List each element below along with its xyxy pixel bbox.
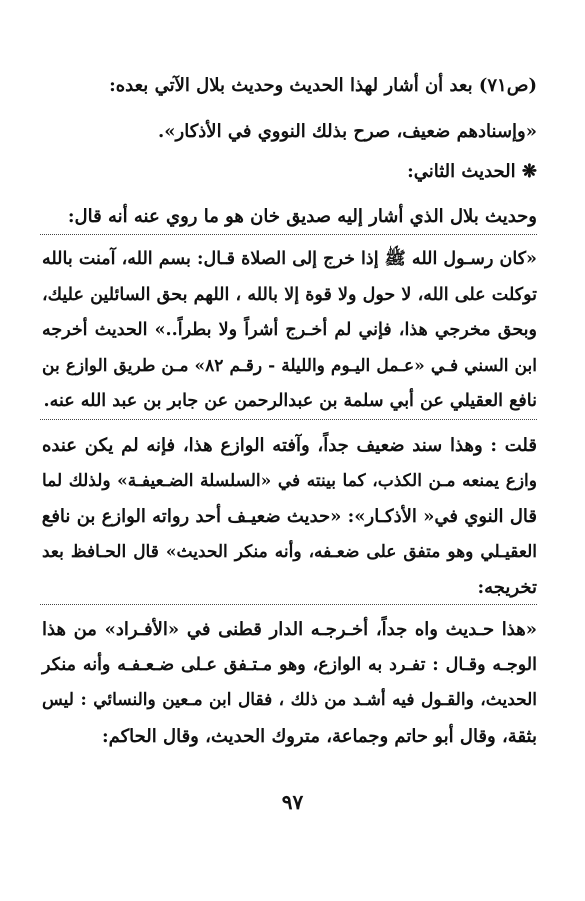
hadith-line: توكلت على الله، لا حول ولا قوة إلا بالله ، اللهم بحق السائلين عليك، [42,284,537,305]
hadith-paragraph [42,242,537,420]
hafiz-line: «هذا حـديث واه جداً، أخـرجـه الدار قطنى في «الأفـراد» من هذا [42,619,537,640]
comment-line: تخريجه: [477,577,537,598]
hadith-line: وبحق مخرجي هذا، فإني لم أخـرج أشراً ولا بطراً..» الحديث أخرجه [42,320,537,340]
quote-paragraph [42,114,537,150]
section-divider [40,604,537,605]
comment-line: العقيـلي وهو متفق على ضعـفه، وأنه منكر الحديث» قال الحـافظ بعد [42,541,537,562]
hafiz-line: الوجـه وقـال : تفـرد به الوازع، وهو مـتـفق عـلى ضـعـفـه وأنه منكر [42,654,537,675]
page-number: ٩٧ [281,790,304,814]
section-heading [42,154,537,190]
hafiz-line: الحديث، والقـول فيه أشـد من ذلك ، فقال ابن مـعين والنسائي : ليس [42,690,537,710]
intro-paragraph [42,68,537,104]
bilal-intro-paragraph [42,199,537,235]
section-divider [40,419,537,420]
second-hadith-heading: ❋ الحديث الثاني: [407,161,537,182]
bilal-intro-line: وحديث بلال الذي أشار إليه صديق خان هو ما روي عنه أنه قال: [67,206,537,227]
intro-line: (ص٧١) بعد أن أشار لهذا الحديث وحديث بلال الآتي بعده: [109,75,537,96]
comment-line: وازع يمنعه مـن الكذب، كما بينته في «السلسلة الضـعيفـة» ولذلك لما [42,470,537,491]
section-divider [40,234,537,235]
hadith-line: نافع العقيلي عن أبي سلمة بن عبدالرحمن عن جابر بن عبد الله عنه. [43,391,537,411]
comment-line: قال النوي في« الأذكـار»: «حديث ضعيـف أحد رواته الوازع بن نافع [41,506,537,527]
hafiz-line: بثقة، وقال أبو حاتم وجماعة، متروك الحديث، وقال الحاكم: [101,725,537,747]
nawawi-quote-line: «وإسنادهم ضعيف، صرح بذلك النووي في الأذكار». [158,121,537,142]
hadith-line: «كان رسـول الله ﷺ إذا خرج إلى الصلاة قـال: بسم الله، آمنت بالله [42,249,537,269]
comment-paragraph [42,428,537,606]
hafiz-paragraph [42,612,537,754]
hadith-line: ابن السني فـي «عـمل اليـوم والليلة - رقـم ٨٢» مـن طريق الوازع بن [42,355,537,376]
comment-line: قلت : وهذا سند ضعيف جداً، وآفته الوازع هذا، فإنه لم يكن عنده [42,435,537,456]
